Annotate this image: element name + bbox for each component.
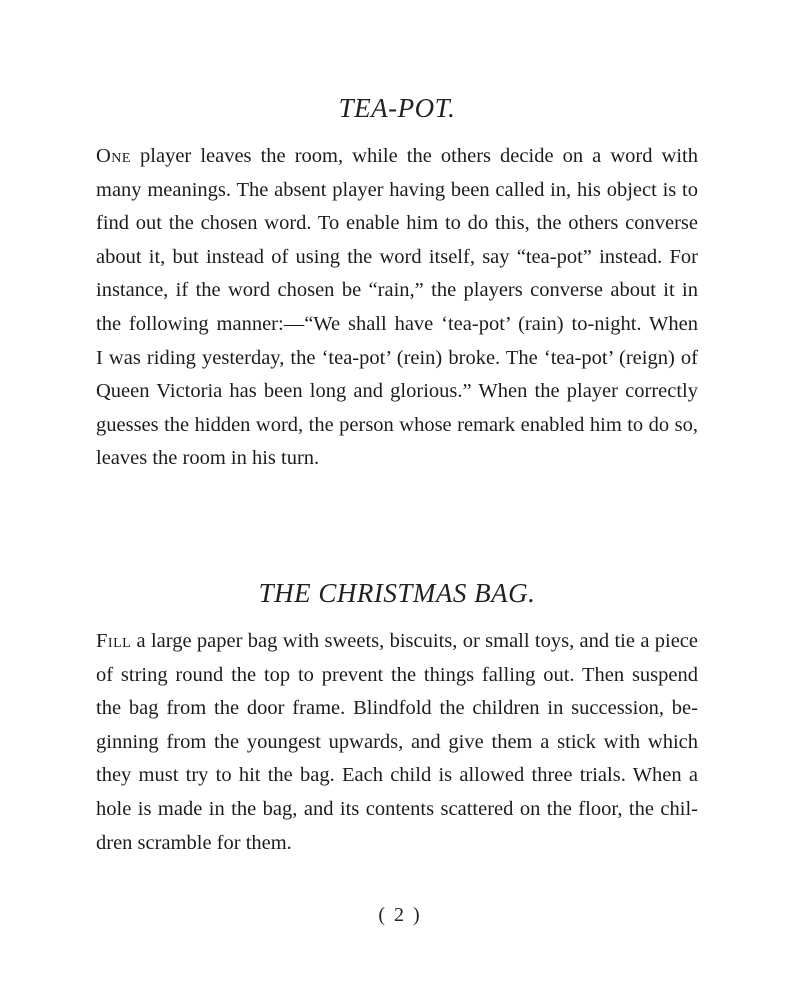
text-line [96,140,698,174]
text-line: Queen Victoria has been long and glorious.” When the player correctly [96,380,698,403]
text-line: many meanings. The absent player having been called in, his object is to [96,178,698,201]
text-line-content: a large paper bag with sweets, biscuits, or small toys, and tie a piece [131,630,698,652]
text-line: guesses the hidden word, the person whose remark enabled him to do so, [96,413,698,436]
page-number: ( 2 ) [378,904,422,926]
text-line: I was riding yesterday, the ‘tea-pot’ (rein) broke. The ‘tea-pot’ (reign) of [96,346,698,369]
text-line: find out the chosen word. To enable him to do this, the others converse [96,212,698,235]
text-line: about it, but instead of using the word itself, say “tea-pot” instead. For [96,245,698,268]
section-body [96,625,698,860]
text-line [96,625,698,659]
text-line: the bag from the door frame. Blindfold the children in succession, be- [96,697,698,720]
text-line: the following manner:—“We shall have ‘tea-pot’ (rain) to-night. When [96,312,698,335]
lead-word: Fill [96,630,132,652]
text-line-content: player leaves the room, while the others decide on a word with [130,145,698,167]
text-line: ginning from the youngest upwards, and give them a stick with which [96,730,698,753]
text-line: instance, if the word chosen be “rain,” the players converse about it in [96,279,698,302]
lead-word: One [96,145,131,167]
text-line: hole is made in the bag, and its contents scattered on the floor, the chil- [96,797,698,820]
section-tea-pot [96,88,698,476]
text-line: dren scramble for them. [96,831,292,854]
section-christmas-bag [96,573,698,860]
section-heading: THE CHRISTMAS BAG. [258,578,536,608]
text-line: they must try to hit the bag. Each child is allowed three trials. When a [96,764,698,787]
text-line: leaves the room in his turn. [96,447,320,470]
section-body [96,140,698,476]
section-heading: TEA-POT. [338,93,456,123]
text-line: of string round the top to prevent the things falling out. Then suspend [96,663,698,686]
